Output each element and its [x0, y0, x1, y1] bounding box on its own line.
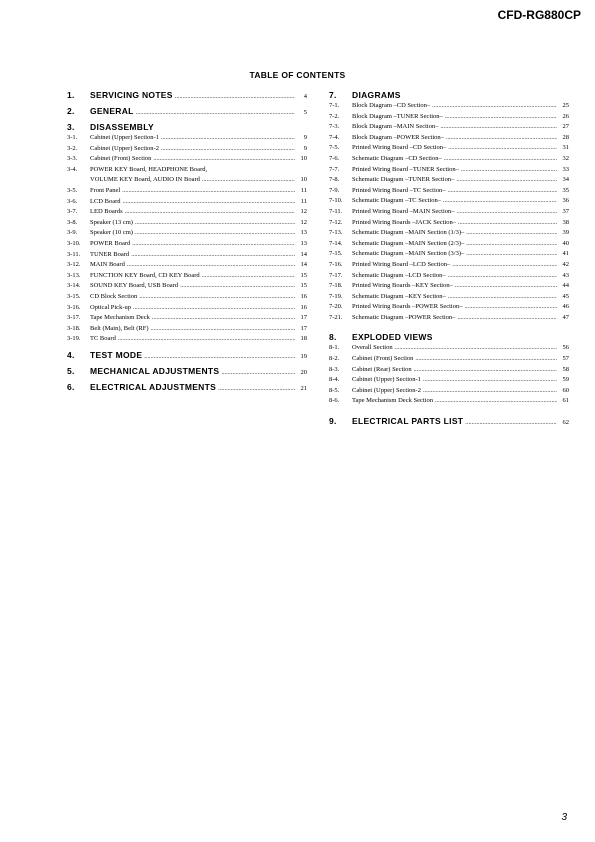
dot-leader — [123, 197, 295, 208]
entry-number: 3-15. — [67, 292, 81, 300]
entry-page-number: 31 — [562, 144, 569, 152]
entry-page-number: 60 — [562, 386, 569, 394]
entry-page-number: 62 — [562, 419, 569, 427]
entry-number: 3-1. — [67, 134, 78, 141]
dot-leader — [161, 133, 295, 144]
toc-entry[interactable] — [329, 375, 569, 386]
dot-leader — [466, 239, 557, 250]
toc-entry[interactable] — [329, 218, 569, 229]
dot-leader — [135, 228, 295, 239]
entry-title: TUNER Board — [90, 250, 130, 258]
toc-entry[interactable] — [67, 303, 307, 314]
toc-entry[interactable] — [67, 239, 307, 250]
toc-section-entry[interactable] — [67, 90, 307, 101]
toc-entry[interactable] — [67, 250, 307, 261]
toc-entry[interactable] — [329, 396, 569, 407]
toc-entry[interactable] — [329, 249, 569, 260]
dot-leader — [448, 143, 557, 154]
dot-leader — [152, 313, 295, 324]
dot-leader — [464, 302, 557, 313]
entry-title: ELECTRICAL PARTS LIST — [352, 416, 464, 427]
toc-entry[interactable] — [67, 313, 307, 324]
entry-number: 3-12. — [67, 261, 81, 269]
entry-page-number: 32 — [562, 154, 569, 162]
toc-entry[interactable] — [67, 154, 307, 165]
entry-title: EXPLODED VIEWS — [352, 332, 433, 343]
dot-leader — [457, 207, 557, 218]
dot-leader — [131, 250, 295, 261]
dot-leader — [448, 271, 557, 282]
entry-page-number: 27 — [562, 123, 569, 131]
entry-page-number: 10 — [300, 155, 307, 163]
entry-page-number: 13 — [300, 239, 307, 247]
entry-page-number: 4 — [303, 93, 307, 100]
entry-number: 7-14. — [329, 239, 343, 247]
entry-title: Printed Wiring Board –TUNER Section– — [352, 165, 459, 173]
entry-title: Block Diagram –MAIN Section– — [352, 123, 439, 131]
entry-title: SERVICING NOTES — [90, 90, 173, 100]
entry-page-number: 14 — [300, 250, 307, 258]
entry-title: Schematic Diagram –MAIN Section (1/3)– — [352, 229, 465, 237]
entry-number: 3-2. — [67, 144, 78, 152]
entry-page-number: 42 — [562, 260, 569, 268]
dot-leader — [218, 383, 295, 394]
dot-leader — [461, 165, 557, 176]
entry-number: 8-1. — [329, 344, 340, 352]
entry-number: 7-4. — [329, 133, 340, 141]
entry-number: 6. — [67, 381, 75, 392]
entry-page-number: 33 — [562, 165, 569, 173]
entry-page-number: 17 — [300, 314, 307, 322]
entry-page-number: 47 — [562, 313, 569, 321]
dot-leader — [132, 239, 295, 250]
entry-title: Printed Wiring Board –MAIN Section– — [352, 207, 455, 215]
entry-title: Schematic Diagram –LCD Section– — [352, 271, 446, 279]
dot-leader — [202, 175, 295, 186]
entry-number: 7-8. — [329, 176, 340, 184]
dot-leader — [414, 365, 557, 376]
entry-page-number: 35 — [562, 186, 569, 194]
dot-leader — [135, 218, 295, 229]
entry-number: 3-10. — [67, 239, 81, 247]
entry-number: 7-13. — [329, 229, 343, 237]
entry-title: Belt (Main), Belt (RF) — [90, 324, 149, 332]
toc-entry[interactable] — [329, 186, 569, 197]
entry-title: Schematic Diagram –MAIN Section (3/3)– — [352, 250, 465, 258]
dot-leader — [133, 303, 295, 314]
toc-section-entry[interactable] — [67, 382, 307, 393]
entry-number: 7-1. — [329, 102, 340, 109]
entry-title: Schematic Diagram –POWER Section– — [352, 313, 456, 321]
entry-page-number: 38 — [562, 218, 569, 226]
toc-entry[interactable] — [67, 292, 307, 303]
dot-leader — [202, 271, 295, 282]
dot-leader — [443, 196, 557, 207]
entry-number: 8. — [329, 332, 337, 343]
entry-page-number: 56 — [562, 344, 569, 352]
entry-number: 3-4. — [67, 165, 78, 173]
toc-entry[interactable] — [67, 144, 307, 155]
toc-entry[interactable] — [329, 313, 569, 324]
dot-leader — [466, 228, 557, 239]
toc-entry[interactable] — [329, 175, 569, 186]
toc-entry[interactable] — [67, 324, 307, 335]
entry-number: 7. — [329, 90, 337, 100]
toc-entry[interactable] — [329, 122, 569, 133]
entry-page-number: 12 — [300, 218, 307, 226]
entry-page-number: 39 — [562, 229, 569, 237]
entry-number: 3-11. — [67, 250, 81, 258]
entry-number: 8-5. — [329, 386, 340, 394]
entry-page-number: 40 — [562, 239, 569, 247]
toc-left-column — [67, 90, 307, 393]
entry-title: Speaker (13 cm) — [90, 218, 133, 226]
dot-leader — [139, 292, 295, 303]
entry-page-number: 20 — [300, 368, 307, 376]
toc-entry[interactable] — [67, 281, 307, 292]
entry-page-number: 57 — [562, 355, 569, 363]
entry-title: LED Boards — [90, 208, 123, 216]
entry-title: SOUND KEY Board, USB Board — [90, 282, 179, 290]
entry-page-number: 41 — [562, 250, 569, 258]
entry-title: DISASSEMBLY — [90, 122, 154, 132]
entry-number: 7-18. — [329, 282, 343, 290]
dot-leader — [122, 186, 295, 197]
toc-entry[interactable] — [329, 112, 569, 123]
entry-number: 7-19. — [329, 292, 343, 300]
toc-entry[interactable] — [329, 165, 569, 176]
entry-title: Optical Pick-up — [90, 303, 131, 311]
entry-title: TEST MODE — [90, 349, 143, 360]
entry-title: Cabinet (Front) Section — [90, 155, 152, 163]
entry-title: Schematic Diagram –TC Section– — [352, 197, 441, 205]
entry-page-number: 9 — [303, 134, 307, 141]
toc-entry[interactable] — [329, 365, 569, 376]
entry-title: Block Diagram –CD Section– — [352, 102, 431, 109]
toc-entry[interactable] — [67, 228, 307, 239]
toc-entry[interactable] — [329, 260, 569, 271]
toc-entry[interactable] — [329, 143, 569, 154]
dot-leader — [136, 107, 295, 118]
dot-leader — [161, 144, 295, 155]
dot-leader — [423, 375, 557, 386]
dot-leader — [466, 249, 557, 260]
entry-number: 8-2. — [329, 355, 340, 363]
dot-leader — [423, 386, 557, 397]
entry-number: 3-8. — [67, 218, 78, 226]
entry-page-number: 12 — [300, 208, 307, 216]
entry-title: MAIN Board — [90, 261, 125, 269]
entry-title: DIAGRAMS — [352, 90, 401, 100]
entry-page-number: 26 — [562, 112, 569, 120]
entry-page-number: 16 — [300, 292, 307, 300]
entry-page-number: 17 — [300, 324, 307, 332]
entry-title: Tape Mechanism Deck Section — [352, 397, 433, 405]
toc-section-entry[interactable] — [67, 350, 307, 361]
dot-leader — [458, 218, 557, 229]
entry-page-number: 9 — [303, 144, 307, 152]
entry-title: POWER KEY Board, HEADPHONE Board, — [90, 165, 208, 173]
entry-title: MECHANICAL ADJUSTMENTS — [90, 365, 220, 376]
dot-leader — [125, 207, 295, 218]
entry-title: Printed Wiring Board –CD Section– — [352, 144, 447, 152]
entry-number: 4. — [67, 349, 75, 360]
entry-page-number: 43 — [562, 271, 569, 279]
toc-entry[interactable] — [329, 292, 569, 303]
entry-number: 7-3. — [329, 123, 340, 131]
model-number: CFD-RG880CP — [497, 8, 581, 22]
entry-page-number: 11 — [300, 197, 307, 205]
entry-page-number: 46 — [562, 303, 569, 311]
toc-entry[interactable] — [329, 239, 569, 250]
dot-leader — [153, 154, 295, 165]
entry-page-number: 36 — [562, 197, 569, 205]
entry-title: Printed Wiring Board –LCD Section– — [352, 260, 451, 268]
entry-page-number: 37 — [562, 207, 569, 215]
toc-entry[interactable] — [67, 207, 307, 218]
entry-number: 9. — [329, 416, 337, 427]
dot-leader — [448, 186, 558, 197]
dot-leader — [415, 354, 557, 365]
entry-title: Cabinet (Upper) Section-1 — [90, 134, 159, 141]
dot-leader — [445, 112, 557, 123]
dot-leader — [456, 175, 557, 186]
entry-number: 8-4. — [329, 376, 340, 384]
toc-entry[interactable] — [329, 101, 569, 112]
entry-number: 3-7. — [67, 208, 78, 216]
entry-number: 7-5. — [329, 144, 340, 152]
entry-title: CD Block Section — [90, 292, 138, 300]
entry-number: 3-3. — [67, 155, 78, 163]
entry-page-number: 18 — [300, 335, 307, 343]
entry-title: Speaker (10 cm) — [90, 229, 133, 237]
toc-entry[interactable] — [329, 154, 569, 165]
entry-page-number: 19 — [300, 352, 307, 360]
entry-number: 7-6. — [329, 154, 340, 162]
entry-number: 7-11. — [329, 207, 343, 215]
entry-title: LCD Board — [90, 197, 121, 205]
toc-entry[interactable] — [67, 260, 307, 271]
entry-page-number: 45 — [562, 292, 569, 300]
dot-leader — [127, 260, 295, 271]
dot-leader — [444, 154, 557, 165]
entry-number: 8-3. — [329, 365, 340, 373]
entry-number: 3-17. — [67, 314, 81, 322]
toc-section-entry[interactable] — [329, 416, 569, 427]
toc-entry[interactable] — [329, 354, 569, 365]
toc-entry[interactable] — [67, 334, 307, 345]
toc-entry[interactable] — [329, 302, 569, 313]
toc-entry[interactable] — [67, 218, 307, 229]
entry-title: Block Diagram –TUNER Section– — [352, 112, 443, 120]
toc-entry[interactable] — [329, 196, 569, 207]
entry-number: 3-16. — [67, 303, 81, 311]
entry-title: Schematic Diagram –CD Section– — [352, 154, 442, 162]
entry-page-number: 14 — [300, 261, 307, 269]
entry-title: Schematic Diagram –KEY Section– — [352, 292, 446, 300]
dot-leader — [221, 367, 295, 378]
entry-title: Printed Wiring Boards –POWER Section– — [352, 303, 463, 311]
toc-entry[interactable] — [67, 271, 307, 282]
dot-leader — [435, 396, 557, 407]
entry-number: 3-9. — [67, 229, 78, 237]
entry-title: Tape Mechanism Deck — [90, 314, 150, 322]
toc-entry[interactable] — [329, 281, 569, 292]
dot-leader — [457, 313, 557, 324]
toc-entry[interactable] — [329, 133, 569, 144]
entry-title: ELECTRICAL ADJUSTMENTS — [90, 381, 217, 392]
entry-title: GENERAL — [90, 106, 134, 116]
toc-right-column — [329, 90, 569, 427]
entry-title: Printed Wiring Boards –KEY Section– — [352, 282, 453, 290]
entry-page-number: 5 — [303, 109, 307, 116]
entry-number: 7-2. — [329, 112, 340, 120]
toc-entry[interactable] — [67, 175, 307, 186]
entry-page-number: 13 — [300, 229, 307, 237]
toc-entry[interactable] — [329, 207, 569, 218]
entry-page-number: 25 — [562, 102, 569, 109]
dot-leader — [395, 343, 557, 354]
entry-number: 3-14. — [67, 282, 81, 290]
dot-leader — [151, 324, 296, 335]
entry-title: Schematic Diagram –TUNER Section– — [352, 176, 455, 184]
toc-entry[interactable] — [67, 133, 307, 144]
entry-page-number: 21 — [300, 384, 307, 392]
dot-leader — [144, 351, 295, 362]
entry-title: POWER Board — [90, 239, 131, 247]
entry-page-number: 15 — [300, 282, 307, 290]
entry-page-number: 44 — [562, 282, 569, 290]
entry-number: 7-17. — [329, 271, 343, 279]
toc-title: TABLE OF CONTENTS — [249, 70, 346, 80]
entry-number: 7-7. — [329, 165, 340, 173]
entry-title: Overall Section — [352, 344, 393, 352]
toc-entry[interactable] — [67, 186, 307, 197]
entry-number: 7-16. — [329, 260, 343, 268]
entry-number: 3-19. — [67, 335, 81, 343]
entry-title: FUNCTION KEY Board, CD KEY Board — [90, 271, 200, 279]
entry-page-number: 61 — [562, 397, 569, 405]
dot-leader — [118, 334, 295, 345]
dot-leader — [180, 281, 295, 292]
toc-entry[interactable] — [329, 343, 569, 354]
dot-leader — [448, 292, 557, 303]
entry-number: 3-18. — [67, 324, 81, 332]
entry-number: 7-9. — [329, 186, 340, 194]
entry-number: 5. — [67, 365, 75, 376]
entry-page-number: 28 — [562, 133, 569, 141]
entry-number: 3-6. — [67, 197, 78, 205]
entry-page-number: 16 — [300, 303, 307, 311]
spacer — [329, 407, 569, 416]
entry-number: 3-5. — [67, 186, 78, 194]
entry-page-number: 58 — [562, 365, 569, 373]
entry-number: 7-12. — [329, 218, 343, 226]
entry-title: Cabinet (Rear) Section — [352, 365, 412, 373]
dot-leader — [452, 260, 557, 271]
page-number: 3 — [561, 812, 567, 823]
entry-page-number: 34 — [562, 176, 569, 184]
entry-page-number: 10 — [300, 176, 307, 184]
entry-number: 7-20. — [329, 303, 343, 311]
entry-title: Cabinet (Upper) Section-1 — [352, 376, 421, 384]
entry-number: 7-21. — [329, 313, 343, 321]
entry-title: Printed Wiring Boards –JACK Section– — [352, 218, 456, 226]
entry-title: VOLUME KEY Board, AUDIO IN Board — [90, 176, 200, 184]
toc-section-entry[interactable] — [67, 106, 307, 117]
dot-leader — [432, 101, 557, 112]
entry-title: Cabinet (Upper) Section-2 — [90, 144, 159, 152]
dot-leader — [446, 133, 557, 144]
dot-leader — [465, 417, 557, 428]
toc-section-entry[interactable] — [67, 366, 307, 377]
spacer — [329, 323, 569, 332]
entry-number: 7-15. — [329, 250, 343, 258]
entry-title: Block Diagram –POWER Section– — [352, 133, 444, 141]
entry-title: Schematic Diagram –MAIN Section (2/3)– — [352, 239, 465, 247]
toc-entry[interactable] — [329, 228, 569, 239]
toc-section-heading — [329, 90, 569, 101]
entry-number: 7-10. — [329, 197, 343, 205]
entry-title: Front Panel — [90, 186, 121, 194]
entry-page-number: 11 — [300, 186, 307, 194]
entry-number: 3. — [67, 122, 75, 132]
toc-section-heading — [67, 122, 307, 133]
toc-entry[interactable] — [329, 271, 569, 282]
toc-entry[interactable] — [329, 386, 569, 397]
entry-page-number: 59 — [562, 376, 569, 384]
entry-title: Cabinet (Upper) Section-2 — [352, 386, 421, 394]
dot-leader — [455, 281, 557, 292]
entry-title: TC Board — [90, 335, 116, 343]
toc-entry[interactable] — [67, 197, 307, 208]
dot-leader — [175, 91, 295, 102]
entry-number: 2. — [67, 106, 75, 116]
entry-title: Printed Wiring Board –TC Section– — [352, 186, 446, 194]
entry-number: 1. — [67, 90, 75, 100]
toc-section-heading — [329, 332, 569, 343]
entry-number: 3-13. — [67, 271, 81, 279]
entry-number: 8-6. — [329, 397, 340, 405]
toc-entry-first-line — [67, 165, 307, 176]
entry-page-number: 15 — [300, 271, 307, 279]
entry-title: Cabinet (Front) Section — [352, 355, 414, 363]
dot-leader — [440, 122, 557, 133]
